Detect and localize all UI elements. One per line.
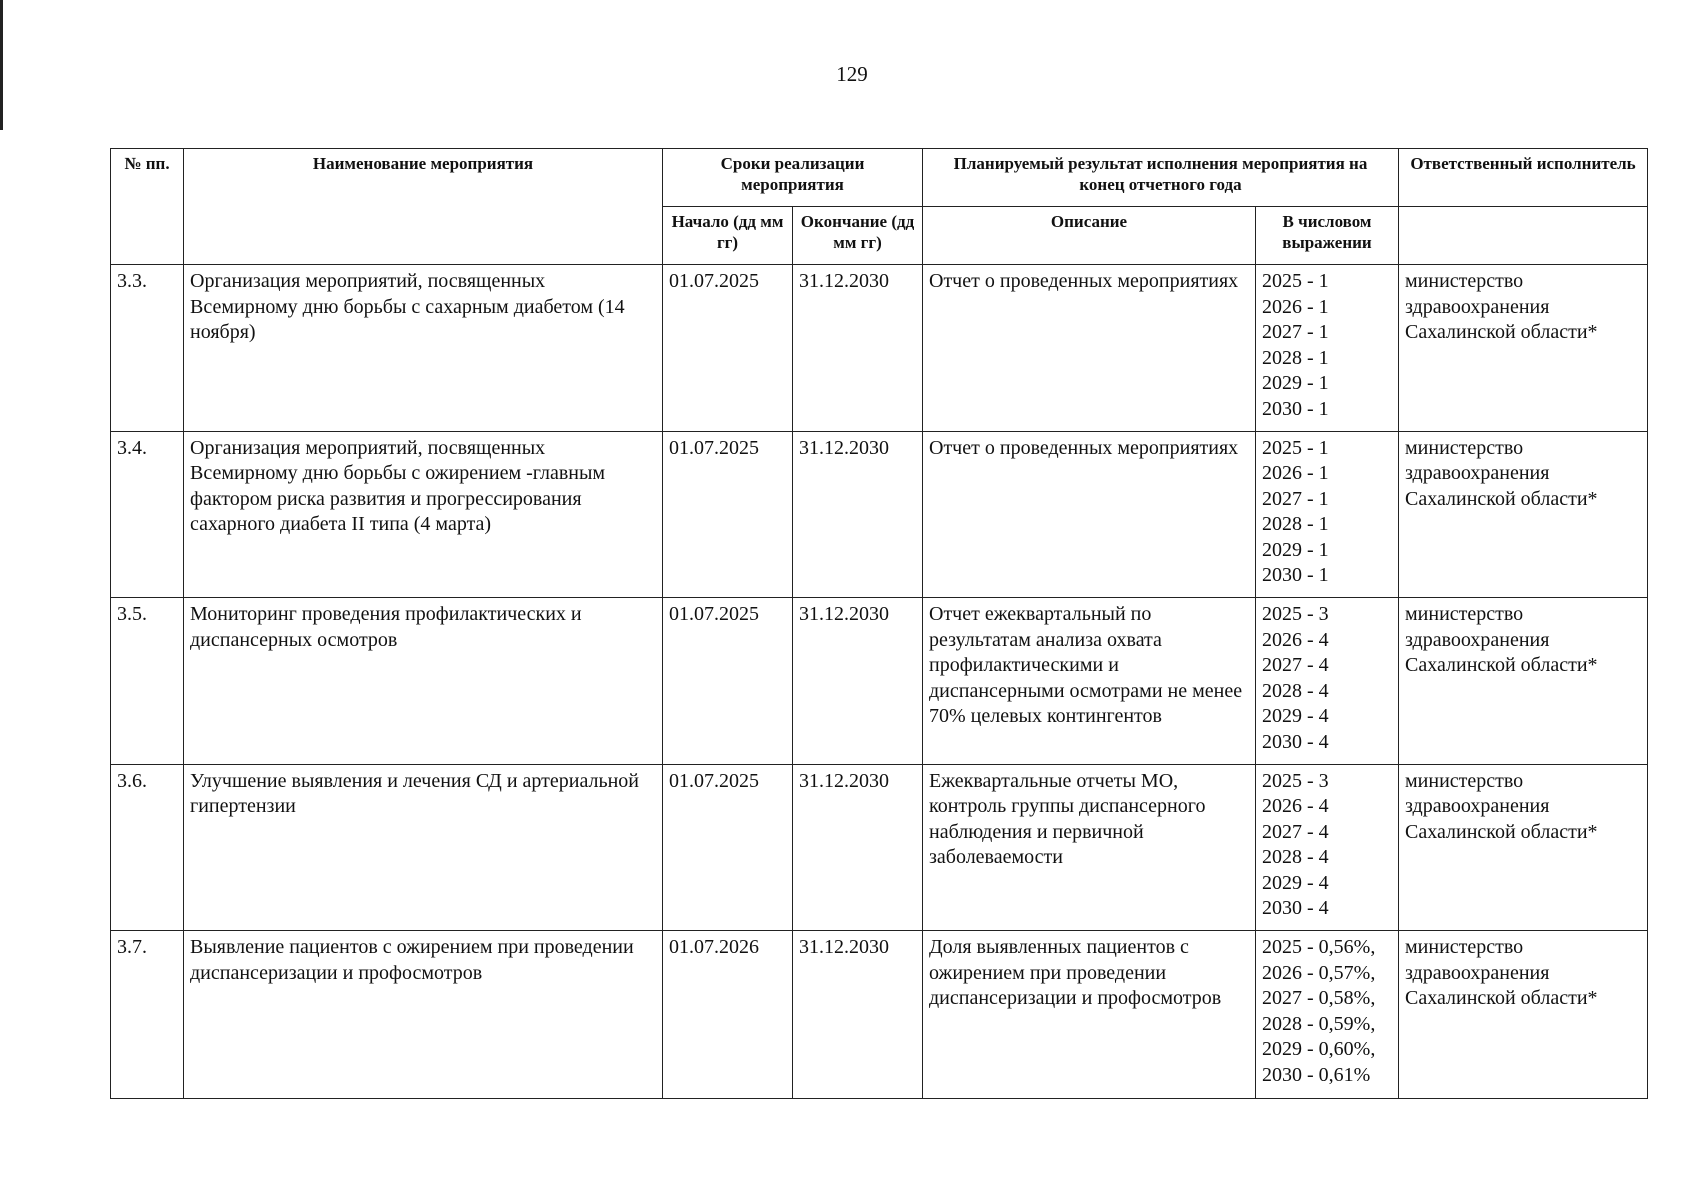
year-value: 2027 - 1 [1262, 487, 1329, 510]
activity-name: Организация мероприятий, посвященных Всемирному дню борьбы с сахарным диабетом (14 ноября) [184, 265, 663, 432]
year-value: 2025 - 3 [1262, 769, 1329, 792]
end-date: 31.12.2030 [793, 598, 923, 765]
year-value: 2029 - 4 [1262, 705, 1329, 727]
year-value: 2025 - 0,56%, [1262, 936, 1376, 958]
end-date: 31.12.2030 [793, 431, 923, 598]
table-body [111, 265, 1648, 1099]
header-numeric: В числовом выражении [1256, 207, 1399, 265]
header-start: Начало (дд мм гг) [663, 207, 793, 265]
year-value: 2027 - 0,58%, [1262, 987, 1376, 1009]
table-row [111, 431, 1648, 598]
year-value: 2026 - 4 [1262, 795, 1329, 817]
year-value: 2025 - 1 [1262, 436, 1329, 459]
start-date: 01.07.2025 [663, 431, 793, 598]
numeric-values [1256, 265, 1399, 432]
activities-table [110, 148, 1648, 1099]
year-value: 2026 - 1 [1262, 295, 1329, 318]
result-description: Отчет ежеквартальный по результатам анализа охвата профилактическими и диспансерными осмотрами не менее 70% целевых контингентов [923, 598, 1256, 765]
year-value: 2028 - 4 [1262, 679, 1329, 702]
table-row [111, 598, 1648, 765]
year-value: 2030 - 4 [1262, 897, 1329, 919]
activity-name: Выявление пациентов с ожирением при проведении диспансеризации и профосмотров [184, 931, 663, 1099]
year-value: 2027 - 4 [1262, 820, 1329, 843]
year-value: 2025 - 3 [1262, 603, 1329, 625]
activity-name: Улучшение выявления и лечения СД и артериальной гипертензии [184, 764, 663, 931]
row-number: 3.7. [111, 931, 184, 1099]
numeric-values [1256, 931, 1399, 1099]
year-value: 2027 - 4 [1262, 654, 1329, 676]
year-value: 2027 - 1 [1262, 321, 1329, 343]
responsible-executor: министерство здравоохранения Сахалинской области* [1399, 931, 1648, 1099]
header-dates: Сроки реализации мероприятия [663, 149, 923, 207]
row-number: 3.4. [111, 431, 184, 598]
header-end: Окончание (дд мм гг) [793, 207, 923, 265]
page-number: 129 [836, 62, 868, 86]
start-date: 01.07.2025 [663, 598, 793, 765]
activity-name: Организация мероприятий, посвященных Всемирному дню борьбы с ожирением -главным фактором риска развития и прогрессирования сахарного диабета II типа (4 марта) [184, 431, 663, 598]
header-responsible-empty [1399, 207, 1648, 265]
year-value: 2030 - 4 [1262, 730, 1329, 753]
result-description: Доля выявленных пациентов с ожирением при проведении диспансеризации и профосмотров [923, 931, 1256, 1099]
result-description: Ежеквартальные отчеты МО, контроль группы диспансерного наблюдения и первичной заболеваемости [923, 764, 1256, 931]
year-value: 2026 - 1 [1262, 462, 1329, 484]
end-date: 31.12.2030 [793, 931, 923, 1099]
result-description: Отчет о проведенных мероприятиях [923, 265, 1256, 432]
numeric-values [1256, 598, 1399, 765]
end-date: 31.12.2030 [793, 265, 923, 432]
start-date: 01.07.2025 [663, 764, 793, 931]
year-value: 2028 - 4 [1262, 846, 1329, 868]
year-value: 2029 - 0,60%, [1262, 1038, 1376, 1060]
header-name: Наименование мероприятия [184, 149, 663, 265]
header-description: Описание [923, 207, 1256, 265]
year-value: 2030 - 1 [1262, 397, 1329, 420]
header-result: Планируемый результат исполнения мероприятия на конец отчетного года [923, 149, 1399, 207]
activity-name: Мониторинг проведения профилактических и диспансерных осмотров [184, 598, 663, 765]
year-value: 2029 - 1 [1262, 372, 1329, 394]
header-row-top [111, 149, 1648, 207]
year-value: 2029 - 1 [1262, 538, 1329, 561]
year-value: 2028 - 1 [1262, 346, 1329, 369]
table-row [111, 931, 1648, 1099]
result-description: Отчет о проведенных мероприятиях [923, 431, 1256, 598]
table-row [111, 764, 1648, 931]
year-value: 2026 - 4 [1262, 628, 1329, 651]
numeric-values [1256, 431, 1399, 598]
numeric-values [1256, 764, 1399, 931]
responsible-executor: министерство здравоохранения Сахалинской области* [1399, 598, 1648, 765]
responsible-executor: министерство здравоохранения Сахалинской области* [1399, 265, 1648, 432]
year-value: 2025 - 1 [1262, 270, 1329, 292]
header-responsible: Ответственный исполнитель [1399, 149, 1648, 207]
header-num: № пп. [111, 149, 184, 265]
year-value: 2029 - 4 [1262, 871, 1329, 894]
row-number: 3.3. [111, 265, 184, 432]
year-value: 2030 - 0,61% [1262, 1063, 1371, 1086]
start-date: 01.07.2026 [663, 931, 793, 1099]
table-row [111, 265, 1648, 432]
year-value: 2028 - 0,59%, [1262, 1012, 1376, 1035]
year-value: 2030 - 1 [1262, 564, 1329, 586]
row-number: 3.5. [111, 598, 184, 765]
year-value: 2028 - 1 [1262, 513, 1329, 535]
end-date: 31.12.2030 [793, 764, 923, 931]
row-number: 3.6. [111, 764, 184, 931]
start-date: 01.07.2025 [663, 265, 793, 432]
responsible-executor: министерство здравоохранения Сахалинской области* [1399, 431, 1648, 598]
year-value: 2026 - 0,57%, [1262, 961, 1376, 984]
responsible-executor: министерство здравоохранения Сахалинской области* [1399, 764, 1648, 931]
